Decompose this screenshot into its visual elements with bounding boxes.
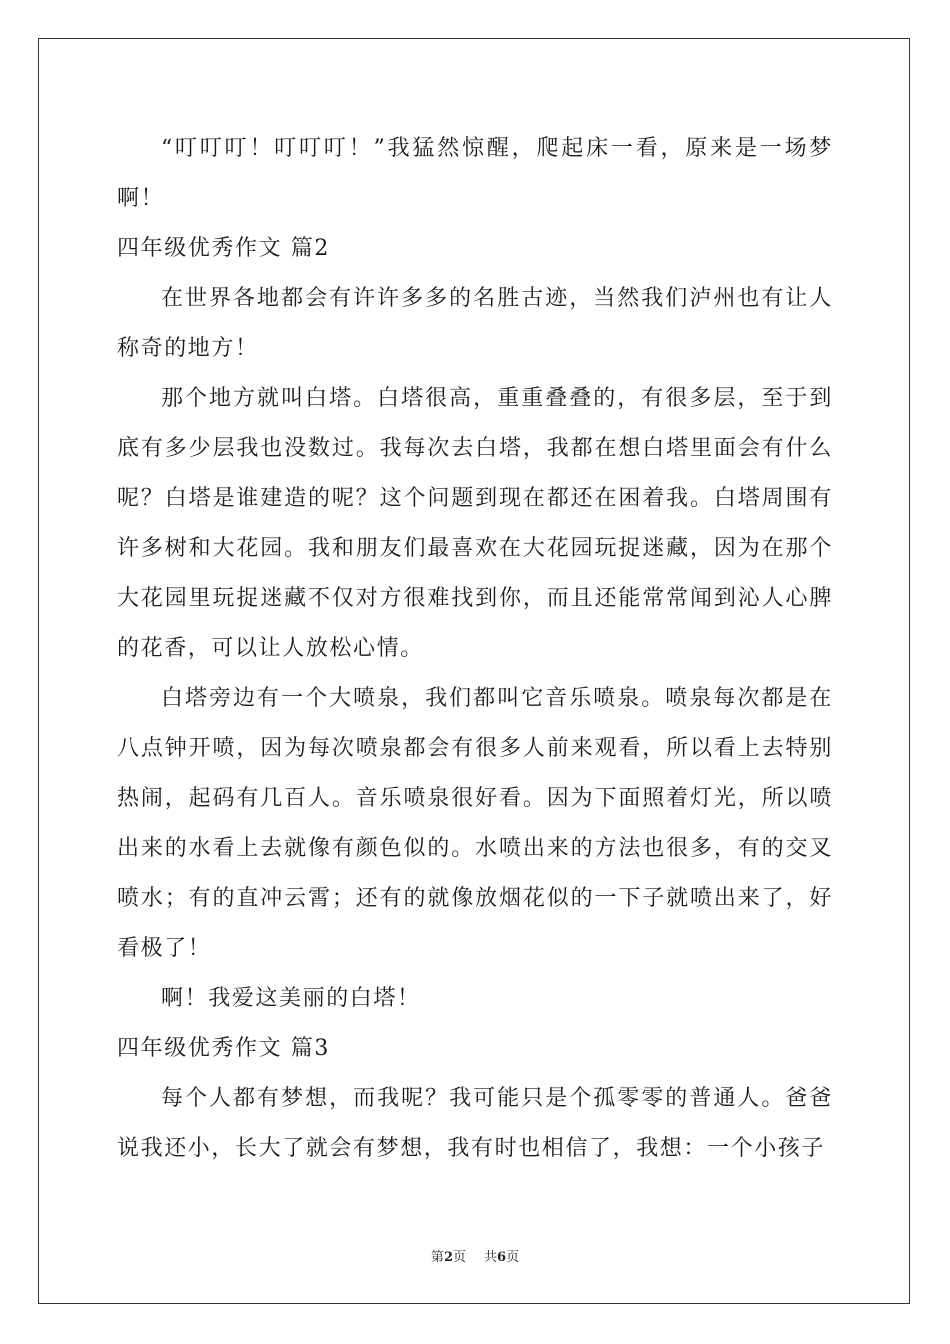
section-heading-essay-2: 四年级优秀作文 篇2 xyxy=(117,236,330,261)
paragraph-music-fountain: 白塔旁边有一个大喷泉，我们都叫它音乐喷泉。喷泉每次都是在八点钟开喷，因为每次喷泉都会有很多人前来观看，所以看上去特别热闹，起码有几百人。音乐喷泉很好看。因为下面照着灯光，所以喷出来的水看上去就像有颜色似的。水喷出来的方法也很多，有的交叉喷水；有的直冲云霄；还有的就像放烟花似的一下子就喷出来了，好看极了！ xyxy=(117,686,833,961)
paragraph-white-pagoda: 那个地方就叫白塔。白塔很高，重重叠叠的，有很多层，至于到底有多少层我也没数过。我每次去白塔，我都在想白塔里面会有什么呢？白塔是谁建造的呢？这个问题到现在都还在困着我。白塔周围有许多树和大花园。我和朋友们最喜欢在大花园玩捉迷藏，因为在那个大花园里玩捉迷藏不仅对方很难找到你，而且还能常常闻到沁人心脾的花香，可以让人放松心情。 xyxy=(117,386,833,661)
page-footer xyxy=(0,1246,950,1265)
paragraph-conclusion: 啊！我爱这美丽的白塔！ xyxy=(161,986,421,1011)
total-page-number: 6 xyxy=(497,1250,507,1265)
total-prefix: 共 xyxy=(484,1250,498,1265)
paragraph-dream-ending: “叮叮叮！叮叮叮！”我猛然惊醒，爬起床一看，原来是一场梦啊！ xyxy=(117,136,833,211)
current-page-number: 2 xyxy=(443,1250,453,1265)
document-body xyxy=(117,124,833,1174)
section-heading-essay-3: 四年级优秀作文 篇3 xyxy=(117,1036,330,1061)
paragraph-dreams-start: 每个人都有梦想，而我呢？我可能只是个孤零零的普通人。爸爸说我还小，长大了就会有梦想，我有时也相信了，我想：一个小孩子 xyxy=(117,1086,833,1161)
page-unit: 页 xyxy=(452,1250,466,1265)
paragraph-intro-landmarks: 在世界各地都会有许许多多的名胜古迹，当然我们泸州也有让人称奇的地方！ xyxy=(117,286,833,361)
total-unit: 页 xyxy=(506,1250,520,1265)
page-prefix: 第 xyxy=(430,1250,444,1265)
